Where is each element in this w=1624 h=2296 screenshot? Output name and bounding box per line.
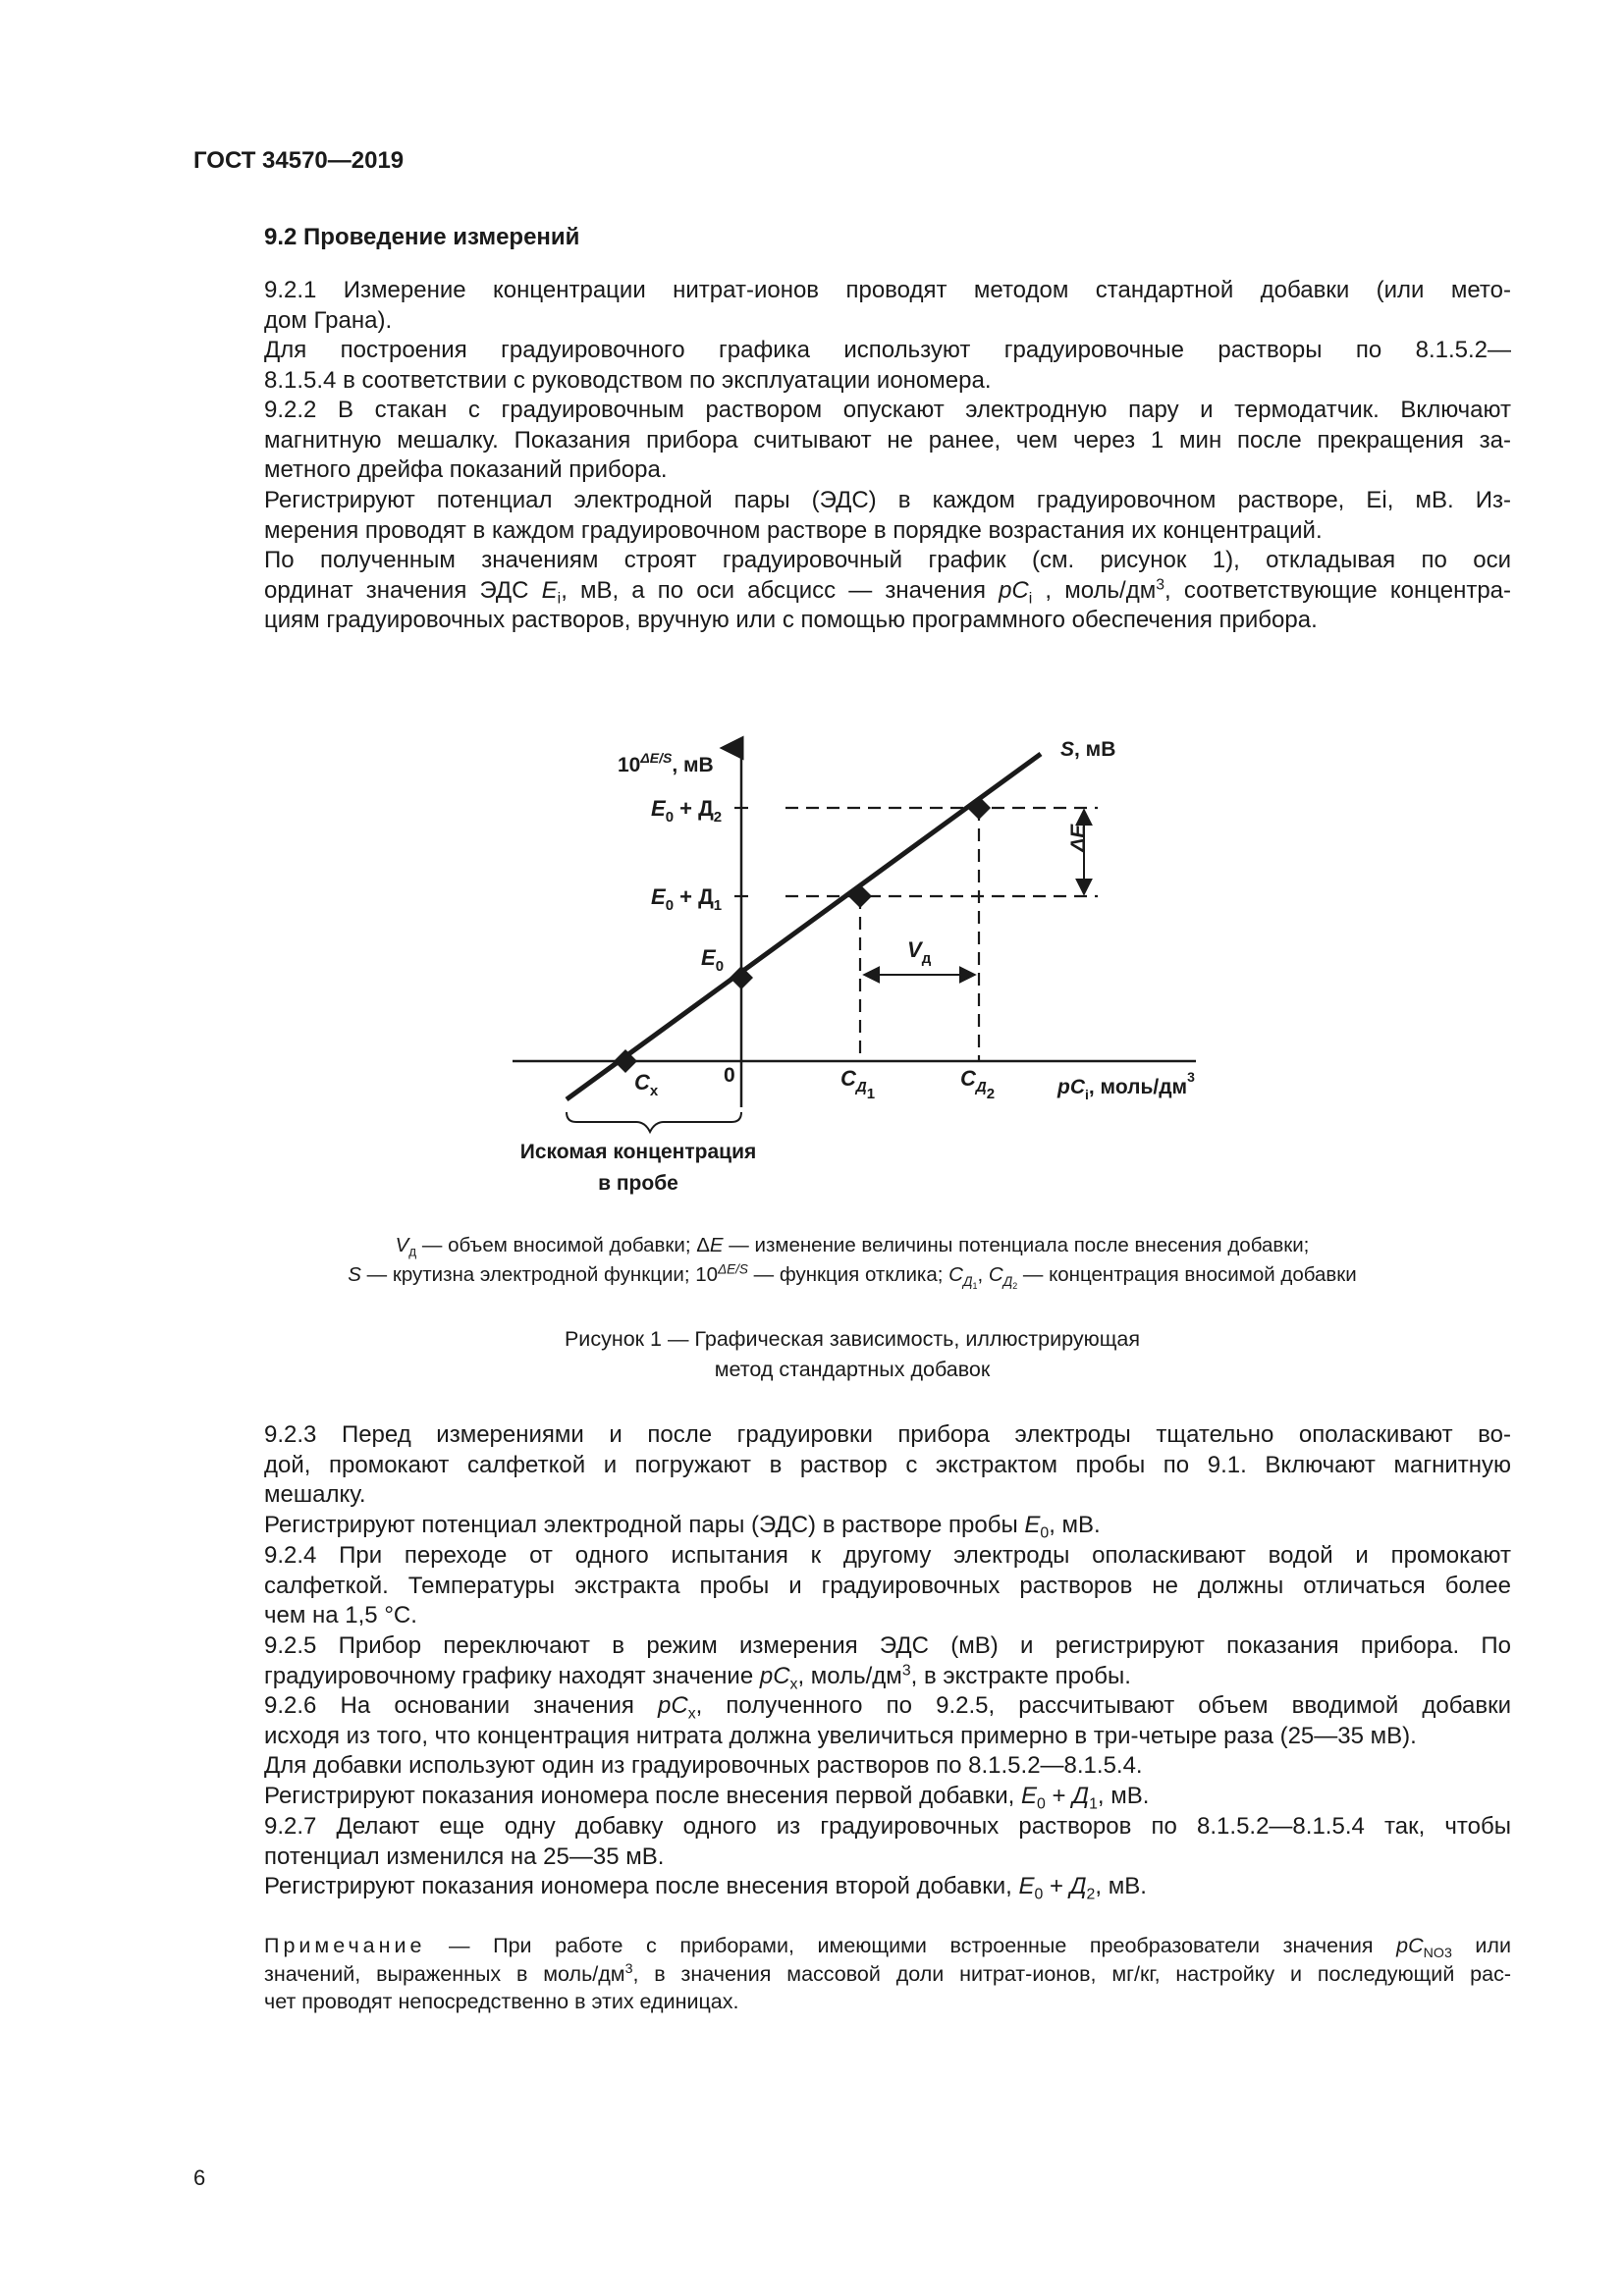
- paragraph-first-addition: [193, 1782, 1511, 1812]
- text-line: мешалку.: [264, 1481, 366, 1508]
- label-zero: 0: [724, 1064, 735, 1087]
- text-line: 9.2.1 Измерение концентрации нитрат-ионов проводят методом стандартной добавки (или мето-: [264, 277, 1511, 303]
- note-block: [193, 1932, 1511, 2016]
- text-line: метного дрейфа показаний прибора.: [264, 456, 668, 483]
- text-line: магнитную мешалку. Показания прибора считывают не ранее, чем через 1 мин после прекращения за-: [264, 426, 1511, 454]
- note-label: Примечание: [264, 1934, 426, 1957]
- paragraph-9-2-4: [193, 1541, 1511, 1631]
- x-axis-label: $pC_i$, моль/$дм^3$: [1057, 1069, 1195, 1102]
- text-line: Регистрируют потенциал электродной пары (ЭДС) в каждом градуировочном растворе, Ei, мВ. Из-: [264, 487, 1511, 513]
- label-cd2: $C_{Д2}$: [960, 1066, 996, 1102]
- text-line: дом Грана).: [264, 306, 393, 334]
- document-header: ГОСТ 34570—2019: [193, 147, 405, 174]
- text-line: значений, выраженных в моль/$дм^3$, в значения массовой доли нитрат-ионов, мг/кг, настройку и последующий рас-: [264, 1960, 1511, 1986]
- label-cd1: $C_{Д1}$: [840, 1066, 876, 1102]
- text-line: исходя из того, что концентрация нитрата должна увеличиться примерно в три-четыре раза (25—35 мВ).: [264, 1722, 1417, 1749]
- paragraph-additive-solution: [193, 1751, 1511, 1782]
- text-line: ординат значения ЭДС $E_i$, мВ, а по оси абсцисс — значения $pC_i$ , моль/$дм^3$, соответствующие концентра-: [264, 575, 1512, 608]
- figure-legend: $V_д$ — объем вносимой добавки; ΔE — изменение величины потенциала после внесения добавки; S — крутизна электродной функции; $10^{\Delta E/S}$ — функция отклика; $C_{Д_1}$, $C_{Д_2}$ — концентрация вносимой добавки: [348, 1234, 1357, 1291]
- text-line: циям градуировочных растворов, вручную или с помощью программного обеспечения прибора.: [264, 607, 1318, 633]
- text-line: салфеткой. Температуры экстракта пробы и градуировочных растворов не должны отличаться более: [264, 1572, 1511, 1599]
- label-e0-d2: $E_0 + Д_2$: [651, 796, 723, 826]
- brace-label-line1: Искомая концентрация: [519, 1141, 757, 1163]
- text-line: 9.2.3 Перед измерениями и после градуировки прибора электроды тщательно ополаскивают во-: [264, 1421, 1511, 1448]
- text-line: 9.2.4 При переходе от одного испытания к другому электроды ополаскивают водой и промокают: [264, 1542, 1511, 1569]
- label-cx: $C_x$: [634, 1070, 659, 1099]
- section-title: 9.2 Проведение измерений: [264, 224, 580, 250]
- label-vd: $V_д$: [907, 937, 932, 967]
- paragraph-9-2-7: [193, 1812, 1511, 1872]
- text-line: 9.2.2 В стакан с градуировочным раствором опускают электродную пару и термодатчик. Включают: [264, 397, 1511, 423]
- brace: [567, 1112, 741, 1132]
- paragraph-9-2-5: [193, 1631, 1511, 1691]
- point-e0: [730, 966, 753, 989]
- paragraph-9-2-3: [193, 1420, 1511, 1511]
- label-e0: $E_0$: [701, 945, 725, 975]
- text-line: 8.1.5.4 в соответствии с руководством по эксплуатации иономера.: [264, 366, 992, 394]
- text-line: Регистрируют показания иономера после внесения первой добавки, $E_0 + Д_1$, мВ.: [264, 1783, 1150, 1813]
- text-line: Регистрируют потенциал электродной пары (ЭДС) в растворе пробы $E_0$, мВ.: [264, 1512, 1101, 1542]
- point-cd2: [967, 796, 991, 820]
- slope-label: S, мВ: [1060, 738, 1116, 761]
- text-line: чем на 1,5 °С.: [264, 1602, 417, 1629]
- text-line: 9.2.6 На основании значения $pC_x$, полученного по 9.2.5, рассчитывают объем вводимой добавки: [264, 1692, 1511, 1723]
- page-number: 6: [193, 2165, 206, 2190]
- text-line: 9.2.5 Прибор переключают в режим измерения ЭДС (мВ) и регистрируют показания прибора. По: [264, 1632, 1511, 1659]
- text-line: Регистрируют показания иономера после внесения второй добавки, $E_0 + Д_2$, мВ.: [264, 1873, 1147, 1903]
- label-e0-d1: $E_0 + Д_1$: [651, 884, 723, 914]
- text-line: По полученным значениям строят градуировочный график (см. рисунок 1), откладывая по оси: [264, 547, 1511, 573]
- label-delta-e: ΔE: [1067, 824, 1090, 852]
- paragraph-second-addition: [193, 1872, 1511, 1902]
- text-line: градуировочному графику находят значение $pC_x$, моль/$дм^3$, в экстракте пробы.: [264, 1661, 1131, 1693]
- y-axis-label: $10^{\Delta E/S}$, мВ: [618, 750, 714, 776]
- text-line: Для построения градуировочного графика используют градуировочные растворы по 8.1.5.2—: [264, 337, 1511, 363]
- point-cd1: [848, 884, 872, 908]
- text-line: Примечание — При работе с приборами, имеющими встроенные преобразователи значения $pC_{NO3}$ или: [264, 1934, 1511, 1961]
- text-line: мерения проводят в каждом градуировочном растворе в порядке возрастания их концентраций.: [264, 516, 1323, 544]
- figure-title: Рисунок 1 — Графическая зависимость, иллюстрирующая метод стандартных добавок: [564, 1327, 1141, 1381]
- text-line: чет проводят непосредственно в этих единицах.: [264, 1990, 739, 2013]
- text-line: Для добавки используют один из градуировочных растворов по 8.1.5.2—8.1.5.4.: [264, 1752, 1143, 1779]
- brace-label-line2: в пробе: [598, 1172, 678, 1195]
- paragraph-register-sample: [193, 1511, 1511, 1541]
- text-line: потенциал изменился на 25—35 мВ.: [264, 1842, 665, 1870]
- text-line: 9.2.7 Делают еще одну добавку одного из градуировочных растворов по 8.1.5.2—8.1.5.4 так, чтобы: [264, 1813, 1511, 1840]
- text-line: дой, промокают салфеткой и погружают в раствор с экстрактом пробы по 9.1. Включают магнитную: [264, 1451, 1511, 1478]
- paragraph-9-2-6: [193, 1691, 1511, 1751]
